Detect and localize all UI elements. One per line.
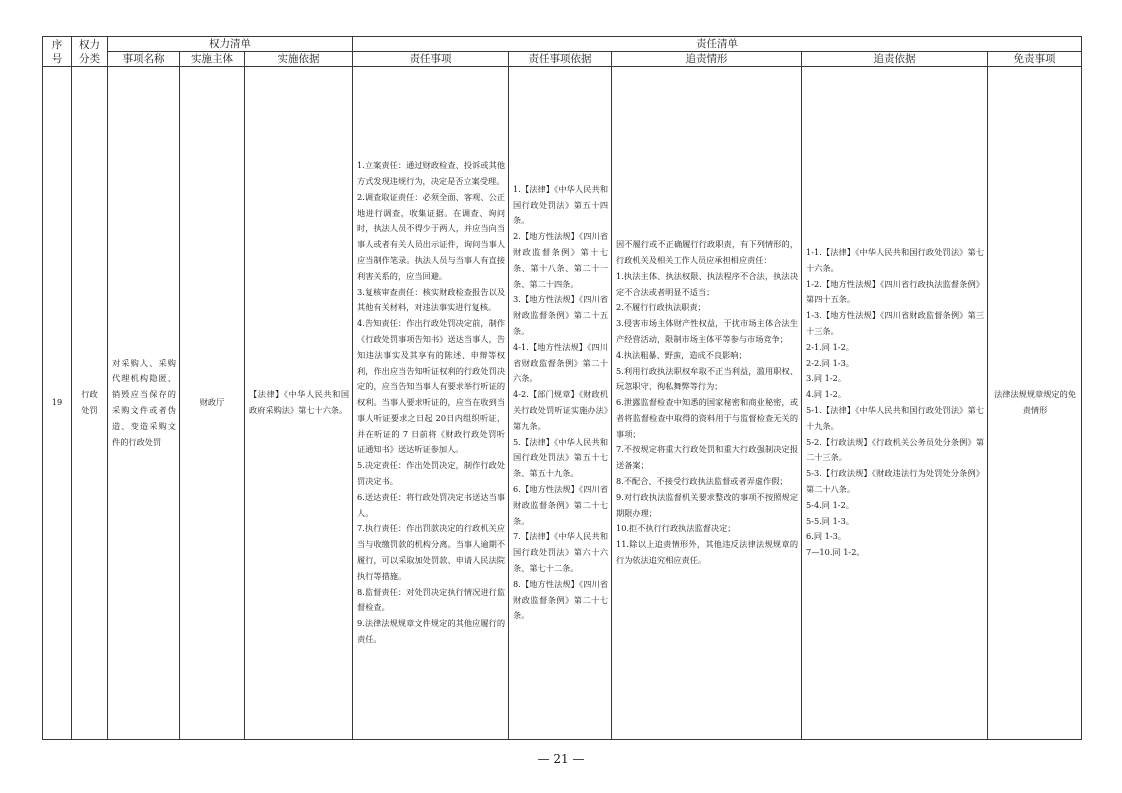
power-responsibility-table [42, 36, 1082, 740]
header-basis: 实施依据 [245, 52, 353, 67]
header-resp-items: 责任事项 [353, 52, 509, 67]
header-seq: 序 号 [43, 37, 72, 67]
header-responsibility-list: 责任清单 [353, 37, 1082, 52]
row-resp-basis: 1.【法律】《中华人民共和国行政处罚法》第五十四条。 2.【地方性法规】《四川省财政监督条例》第十七条、第十八条、第二十一条、第二十四条。 3.【地方性法规】《四川省财政监督条例》第二十五条。 4-1.【地方性法规】《四川省财政监督条例》第二十六条。 4-2.【部门规章】《财政机关行政处罚听证实施办法》第九条。 5.【法律】《中华人民共和国行政处罚法》第五十七条、第五十九条。 6.【地方性法规】《四川省财政监督条例》第二十七条。 7.【法律】《中华人民共和国行政处罚法》第六十六条、第七十二条。 8.【地方性法规】《四川省财政监督条例》第二十七条。 [509, 67, 612, 740]
row-basis: 【法律】《中华人民共和国政府采购法》第七十六条。 [245, 67, 353, 740]
header-category: 权力 分类 [72, 37, 108, 67]
header-subject: 实施主体 [180, 52, 245, 67]
row-subject: 财政厅 [180, 67, 245, 740]
row-exemption: 法律法规规章规定的免责情形 [988, 67, 1082, 740]
row-item-name: 对采购人、采购代理机构隐匿、销毁应当保存的采购文件或者伪造、变造采购文件的行政处罚 [108, 67, 180, 740]
header-power-list: 权力清单 [108, 37, 353, 52]
page-number: — 21 — [537, 752, 585, 766]
row-seq: 19 [43, 67, 72, 740]
row-accountability: 因不履行或不正确履行行政职责，有下列情形的，行政机关及相关工作人员应承担相应责任： 1.执法主体、执法权限、执法程序不合法，执法决定不合法或者明显不适当； 2.不履行行政执法职责； 3.侵害市场主体财产性权益，干扰市场主体合法生产经营活动，限制市场主体平等参与市场竞争； 4.执法粗暴、野蛮，造成不良影响； 5.利用行政执法职权牟取不正当利益，滥用职权、玩忽职守、徇私舞弊等行为； 6.泄露监督检查中知悉的国家秘密和商业秘密，或者将监督检查中取得的资料用于与监督检查无关的事项； 7.不按规定将重大行政处罚和重大行政强制决定报送备案； 8.不配合、不接受行政执法监督或者弄虚作假； 9.对行政执法监督机关要求整改的事项不按照规定期限办理； 10.拒不执行行政执法监督决定； 11.除以上追责情形外，其他违反法律法规规章的行为依法追究相应责任。 [612, 67, 802, 740]
header-resp-basis: 责任事项依据 [509, 52, 612, 67]
row-accountability-basis: 1-1.【法律】《中华人民共和国行政处罚法》第七十六条。 1-2.【地方性法规】《四川省行政执法监督条例》第四十五条。 1-3.【地方性法规】《四川省财政监督条例》第三十三条。 2-1.同 1-2。 2-2.同 1-3。 3.同 1-2。 4.同 1-2。 5-1.【法律】《中华人民共和国行政处罚法》第七十九条。 5-2.【行政法规】《行政机关公务员处分条例》第二十三条。 5-3.【行政法规】《财政违法行为处罚处分条例》第二十八条。 5-4.同 1-2。 5-5.同 1-3。 6.同 1-3。 7—10.同 1-2。 [802, 67, 988, 740]
header-item-name: 事项名称 [108, 52, 180, 67]
row-resp-items: 1.立案责任：通过财政检查、投诉或其他方式发现违规行为，决定是否立案受理。 2.调查取证责任：必须全面、客观、公正地进行调查，收集证据。在调查、询问时，执法人员不得少于两人，并应当向当事人或者有关人员出示证件，询问当事人应当制作笔录。执法人员与当事人有直接利害关系的，应当回避。 3.复核审查责任：核实财政检查报告以及其他有关材料，对违法事实进行复核。 4.告知责任：作出行政处罚决定前，制作《行政处罚事项告知书》送达当事人，告知违法事实及其享有的陈述、申辩等权利，作出应当告知听证权利的行政处罚决定的，应当告知当事人有要求举行听证的权利。当事人要求听证的，应当在收到当事人听证要求之日起 20日内组织听证，并在听证的 7 日前将《财政行政处罚听证通知书》送达听证参加人。 5.决定责任：作出处罚决定，制作行政处罚决定书。 6.送达责任：将行政处罚决定书送达当事人。 7.执行责任：作出罚款决定的行政机关应当与收缴罚款的机构分离。当事人逾期不履行，可以采取加处罚款、申请人民法院执行等措施。 8.监督责任：对处罚决定执行情况进行监督检查。 9.法律法规规章文件规定的其他应履行的责任。 [353, 67, 509, 740]
row-category: 行政 处罚 [72, 67, 108, 740]
table-row [43, 67, 1082, 740]
header-accountability-basis: 追责依据 [802, 52, 988, 67]
header-exemption: 免责事项 [988, 52, 1082, 67]
header-accountability: 追责情形 [612, 52, 802, 67]
